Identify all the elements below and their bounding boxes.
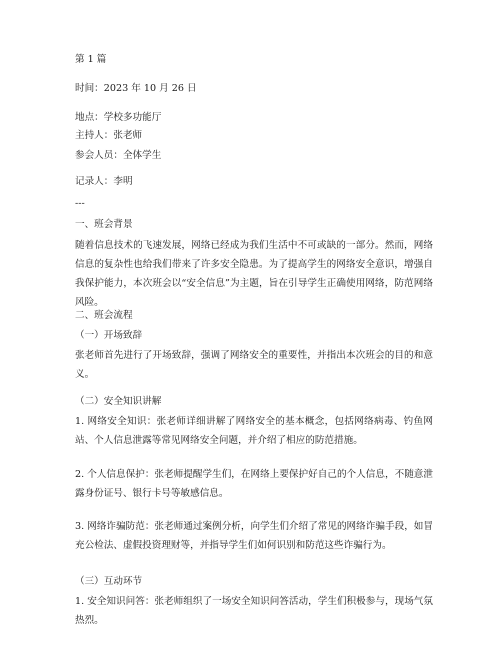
divider: ---	[75, 198, 85, 209]
list-item: 1. 安全知识问答：张老师组织了一场安全知识问答活动，学生们积极参与，现场气氛热烈。	[75, 596, 433, 626]
section2-title: 二、班会流程	[75, 310, 133, 321]
subsection1-body: 张老师首先进行了开场致辞，强调了网络安全的重要性，并指出本次班会的目的和意义。	[75, 350, 433, 380]
meeting-recorder: 记录人：李明	[75, 176, 133, 187]
meeting-place: 地点：学校多功能厅	[75, 112, 162, 123]
meeting-participants: 参会人员：全体学生	[75, 150, 162, 161]
part-label: 第 1 篇	[75, 54, 107, 65]
list-item: 1. 网络安全知识：张老师详细讲解了网络安全的基本概念，包括网络病毒、钓鱼网站、个人信息泄露等常见网络安全问题，并介绍了相应的防范措施。	[75, 416, 433, 446]
section1-title: 一、班会背景	[75, 219, 133, 230]
meeting-time: 时间：2023 年 10 月 26 日	[75, 83, 197, 94]
meeting-host: 主持人：张老师	[75, 130, 143, 141]
subsection2-title: （二）安全知识讲解	[75, 396, 162, 407]
list-item: 3. 网络诈骗防范：张老师通过案例分析，向学生们介绍了常见的网络诈骗手段，如冒充公检法、虚假投资理财等，并指导学生们如何识别和防范这些诈骗行为。	[75, 521, 433, 551]
list-item: 2. 个人信息保护：张老师提醒学生们，在网络上要保护好自己的个人信息，不随意泄露身份证号、银行卡号等敏感信息。	[75, 469, 433, 499]
subsection3-title: （三）互动环节	[75, 576, 143, 587]
section1-body: 随着信息技术的飞速发展，网络已经成为我们生活中不可或缺的一部分。然而，网络信息的复杂性也给我们带来了许多安全隐患。为了提高学生的网络安全意识，增强自我保护能力，本次班会以“安全信息”为主题，旨在引导学生正确使用网络，防范网络风险。	[75, 240, 433, 308]
subsection1-title: （一）开场致辞	[75, 330, 143, 341]
